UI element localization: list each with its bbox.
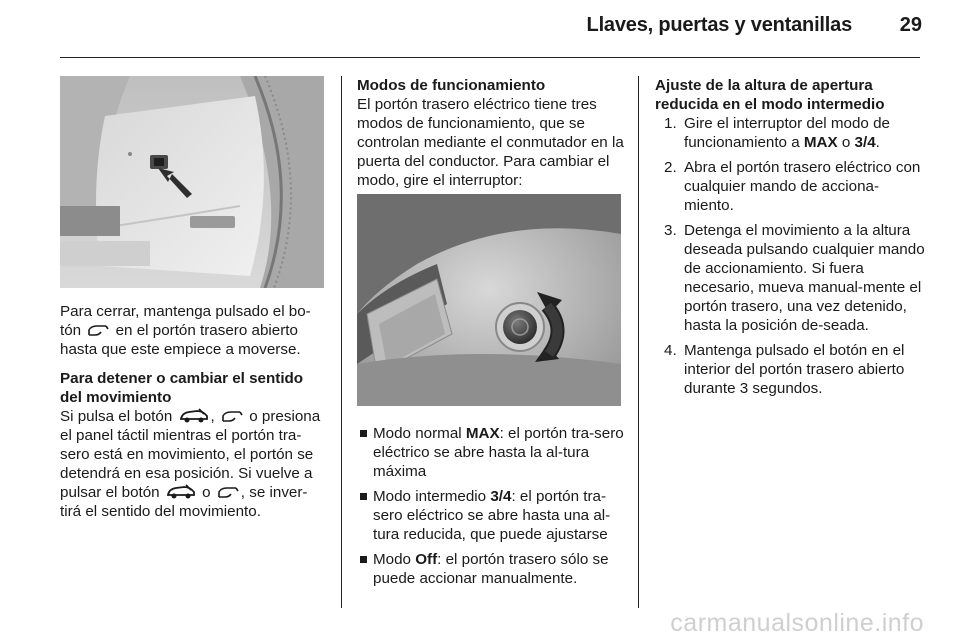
car-key-icon (179, 408, 209, 424)
column-divider-1 (341, 76, 342, 608)
tailgate-button-photo (60, 76, 324, 288)
list-item: Modo normal MAX: el portón tra-sero eléctrico se abre hasta la al-tura máxima (357, 424, 627, 481)
watermark: carmanualsonline.info (670, 609, 924, 637)
tailgate-close-icon (217, 486, 239, 500)
stop-change-heading: Para detener o cambiar el sentido del movimiento (60, 370, 304, 406)
close-instruction-paragraph: Para cerrar, mantenga pulsado el bo- tón en el portón trasero abierto hasta que este empiece a moverse. (60, 303, 311, 358)
modes-list (357, 424, 627, 588)
modes-list-container (357, 424, 627, 594)
list-item: Modo Off: el portón trasero sólo se puede accionar manualmente. (357, 550, 627, 588)
column-divider-2 (638, 76, 639, 608)
adjust-steps-list (655, 114, 925, 398)
operating-modes-intro: El portón trasero eléctrico tiene tres modos de funcionamiento, que se controlan mediante el conmutador en la puerta del conductor. Para cambiar el modo, gire el interruptor: (357, 96, 624, 189)
header-divider (60, 57, 920, 58)
adjust-height-heading: Ajuste de la altura de apertura reducida en el modo intermedio (655, 77, 885, 113)
list-item: 1. Gire el interruptor del modo de funcionamiento a MAX o 3/4. (664, 115, 890, 151)
column-3-text (655, 76, 925, 404)
list-item: 4. Mantenga pulsado el botón en el interior del portón trasero abierto durante 3 segundos. (664, 342, 905, 397)
list-item: 3. Detenga el movimiento a la altura deseada pulsando cualquier mando de accionamiento. Si fuera necesario, mueva manual-mente el portón trasero, una vez detenido, hasta la posición de-seada. (664, 222, 925, 334)
tailgate-close-icon (221, 410, 243, 424)
page-header-title: Llaves, puertas y ventanillas (586, 14, 852, 36)
list-item: 2. Abra el portón trasero eléctrico con cualquier mando de acciona-miento. (664, 159, 921, 214)
column-2-text (357, 76, 625, 190)
operating-modes-heading: Modos de funcionamiento (357, 77, 546, 94)
page-number: 29 (899, 14, 922, 36)
mode-switch-photo (357, 194, 621, 406)
column-1-text (60, 302, 328, 521)
car-key-icon (166, 484, 196, 500)
stop-change-paragraph: Si pulsa el botón , o presiona el panel táctil mientras el portón tra- sero está en movimiento, el portón se detendrá en esa posición. Si vuelve a pulsar el botón o , se inver- tirá el sentido del movimiento. (60, 408, 321, 520)
tailgate-close-icon (87, 324, 109, 338)
list-item: Modo intermedio 3/4: el portón tra-sero eléctrico se abre hasta una al-tura reducida, que puede ajustarse (357, 487, 627, 544)
